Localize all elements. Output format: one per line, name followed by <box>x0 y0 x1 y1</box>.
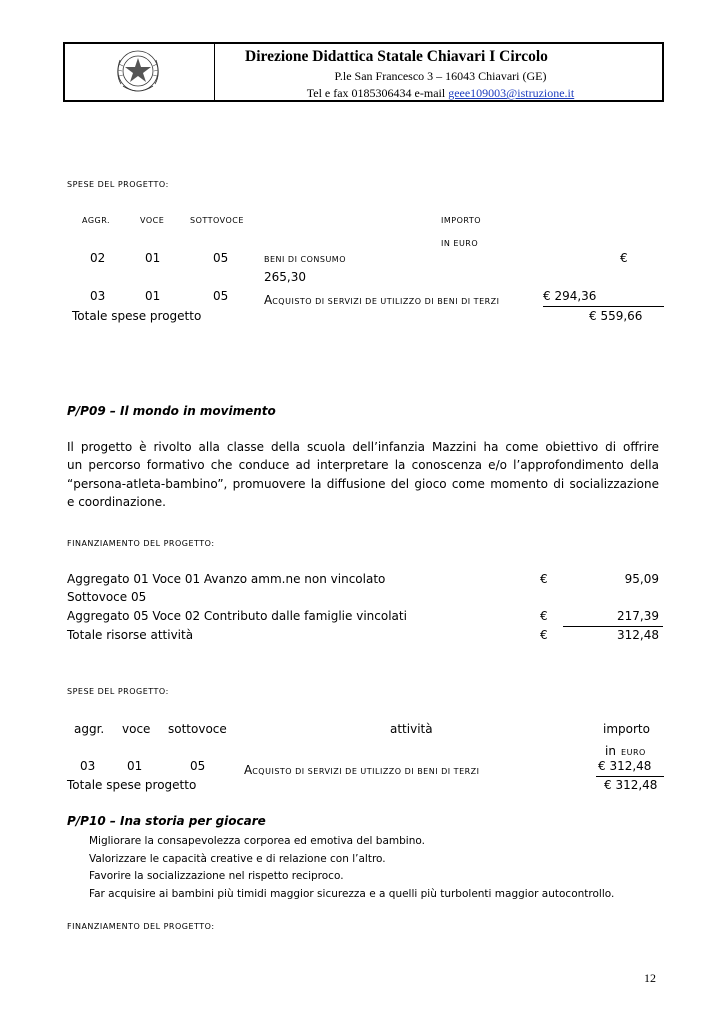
col2-in-euro <box>605 740 646 759</box>
financing-rule <box>563 626 663 627</box>
col2-euro: EURO <box>621 748 646 757</box>
row3-rule <box>596 776 664 777</box>
row3-description-rest: CQUISTO DI SERVIZI DE UTILIZZO DI BENI DI TERZI <box>252 767 480 776</box>
col2-attivita: attività <box>390 722 433 736</box>
col2-importo: importo <box>603 722 650 736</box>
page-number: 12 <box>644 971 656 985</box>
total-label: Totale spese progetto <box>72 309 202 323</box>
financing-label-2: FINANZIAMENTO DEL PROGETTO: <box>67 922 215 931</box>
row2-description <box>264 289 500 308</box>
financing-line-2: Sottovoce 05 <box>67 590 147 604</box>
col-aggr: AGGR. <box>82 216 111 225</box>
col-sottovoce: SOTTOVOCE <box>190 216 244 225</box>
financing-total-currency: € <box>540 628 548 642</box>
row3-description <box>244 759 480 778</box>
col2-voce: voce <box>122 722 151 736</box>
financing-label: FINANZIAMENTO DEL PROGETTO: <box>67 539 215 548</box>
row2-sottovoce: 05 <box>213 289 229 303</box>
subtotal-rule <box>543 306 664 307</box>
financing-currency-1: € <box>540 572 548 586</box>
row1-currency: € <box>620 251 628 265</box>
project-p09-title: P/P09 – Il mondo in movimento <box>67 404 276 418</box>
row2-amount: € 294,36 <box>543 289 597 303</box>
row1-amount: 265,30 <box>264 270 306 284</box>
row3-amount: € 312,48 <box>598 759 652 773</box>
row2-description-rest: CQUISTO DI SERVIZI DE UTILIZZO DI BENI DI TERZI <box>272 297 500 306</box>
row2-description-initial: A <box>264 293 273 307</box>
school-name: Direzione Didattica Statale Chiavari I Circolo <box>245 48 548 65</box>
row3-aggr: 03 <box>80 759 96 773</box>
email-link[interactable]: geee109003@istruzione.it <box>448 86 575 100</box>
description-line: un percorso formativo che conduce ad interpretare la conoscenza e/o l’approfondimento della <box>67 458 659 473</box>
row2-aggr: 03 <box>90 289 106 303</box>
row3-description-initial: A <box>244 763 253 777</box>
total-amount: € 559,66 <box>589 309 643 323</box>
financing-total-label: Totale risorse attività <box>67 628 194 642</box>
project-p10-objectives <box>89 833 614 903</box>
financing-total-amount: 312,48 <box>617 628 659 642</box>
col2-in: in <box>605 744 616 758</box>
row1-sottovoce: 05 <box>213 251 229 265</box>
project-p10-title: P/P10 – Ina storia per giocare <box>67 814 266 828</box>
financing-currency-3: € <box>540 609 548 623</box>
financing-line-3: Aggregato 05 Voce 02 Contributo dalle famiglie vincolati <box>67 609 407 623</box>
financing-line-1: Aggregato 01 Voce 01 Avanzo amm.ne non vincolato <box>67 572 386 586</box>
total2-amount: € 312,48 <box>604 778 658 792</box>
school-address: P.le San Francesco 3 – 16043 Chiavari (GE) <box>334 69 547 83</box>
row3-sottovoce: 05 <box>190 759 206 773</box>
row1-aggr: 02 <box>90 251 106 265</box>
contact-phone: Tel e fax 0185306434 e-mail <box>306 86 449 100</box>
description-line: “persona-atleta-bambino”, promuovere la diffusione del gioco come momento di socializzazione <box>67 476 659 491</box>
row1-description: BENI DI CONSUMO <box>264 255 346 264</box>
total2-label: Totale spese progetto <box>67 778 197 792</box>
description-line: Il progetto è rivolto alla classe della scuola dell’infanzia Mazzini ha come obiettivo di offrire <box>67 440 659 454</box>
objective-item: Far acquisire ai bambini più timidi maggior sicurezza e a quelli più turbolenti maggior autocontrollo. <box>89 887 615 900</box>
spese-label-2: SPESE DEL PROGETTO: <box>67 687 169 696</box>
objective-item: Valorizzare le capacità creative e di relazione con l’altro. <box>89 852 386 865</box>
col2-aggr: aggr. <box>74 722 105 736</box>
school-contact <box>65 86 666 101</box>
financing-amount-1: 95,09 <box>624 572 659 586</box>
letterhead <box>63 42 664 102</box>
objective-item: Migliorare la consapevolezza corporea ed emotiva del bambino. <box>89 835 425 847</box>
col2-sottovoce: sottovoce <box>168 722 227 736</box>
project-p09-description <box>67 438 659 511</box>
col-in-euro: IN EURO <box>441 239 479 248</box>
financing-amount-3: 217,39 <box>617 609 659 623</box>
objective-item: Favorire la socializzazione nel rispetto reciproco. <box>89 870 344 882</box>
description-line: e coordinazione. <box>67 494 166 509</box>
col-importo: IMPORTO <box>441 216 482 225</box>
spese-label: SPESE DEL PROGETTO: <box>67 180 169 189</box>
row3-voce: 01 <box>127 759 143 773</box>
row2-voce: 01 <box>145 289 161 303</box>
row1-voce: 01 <box>145 251 161 265</box>
col-voce: VOCE <box>140 216 165 225</box>
